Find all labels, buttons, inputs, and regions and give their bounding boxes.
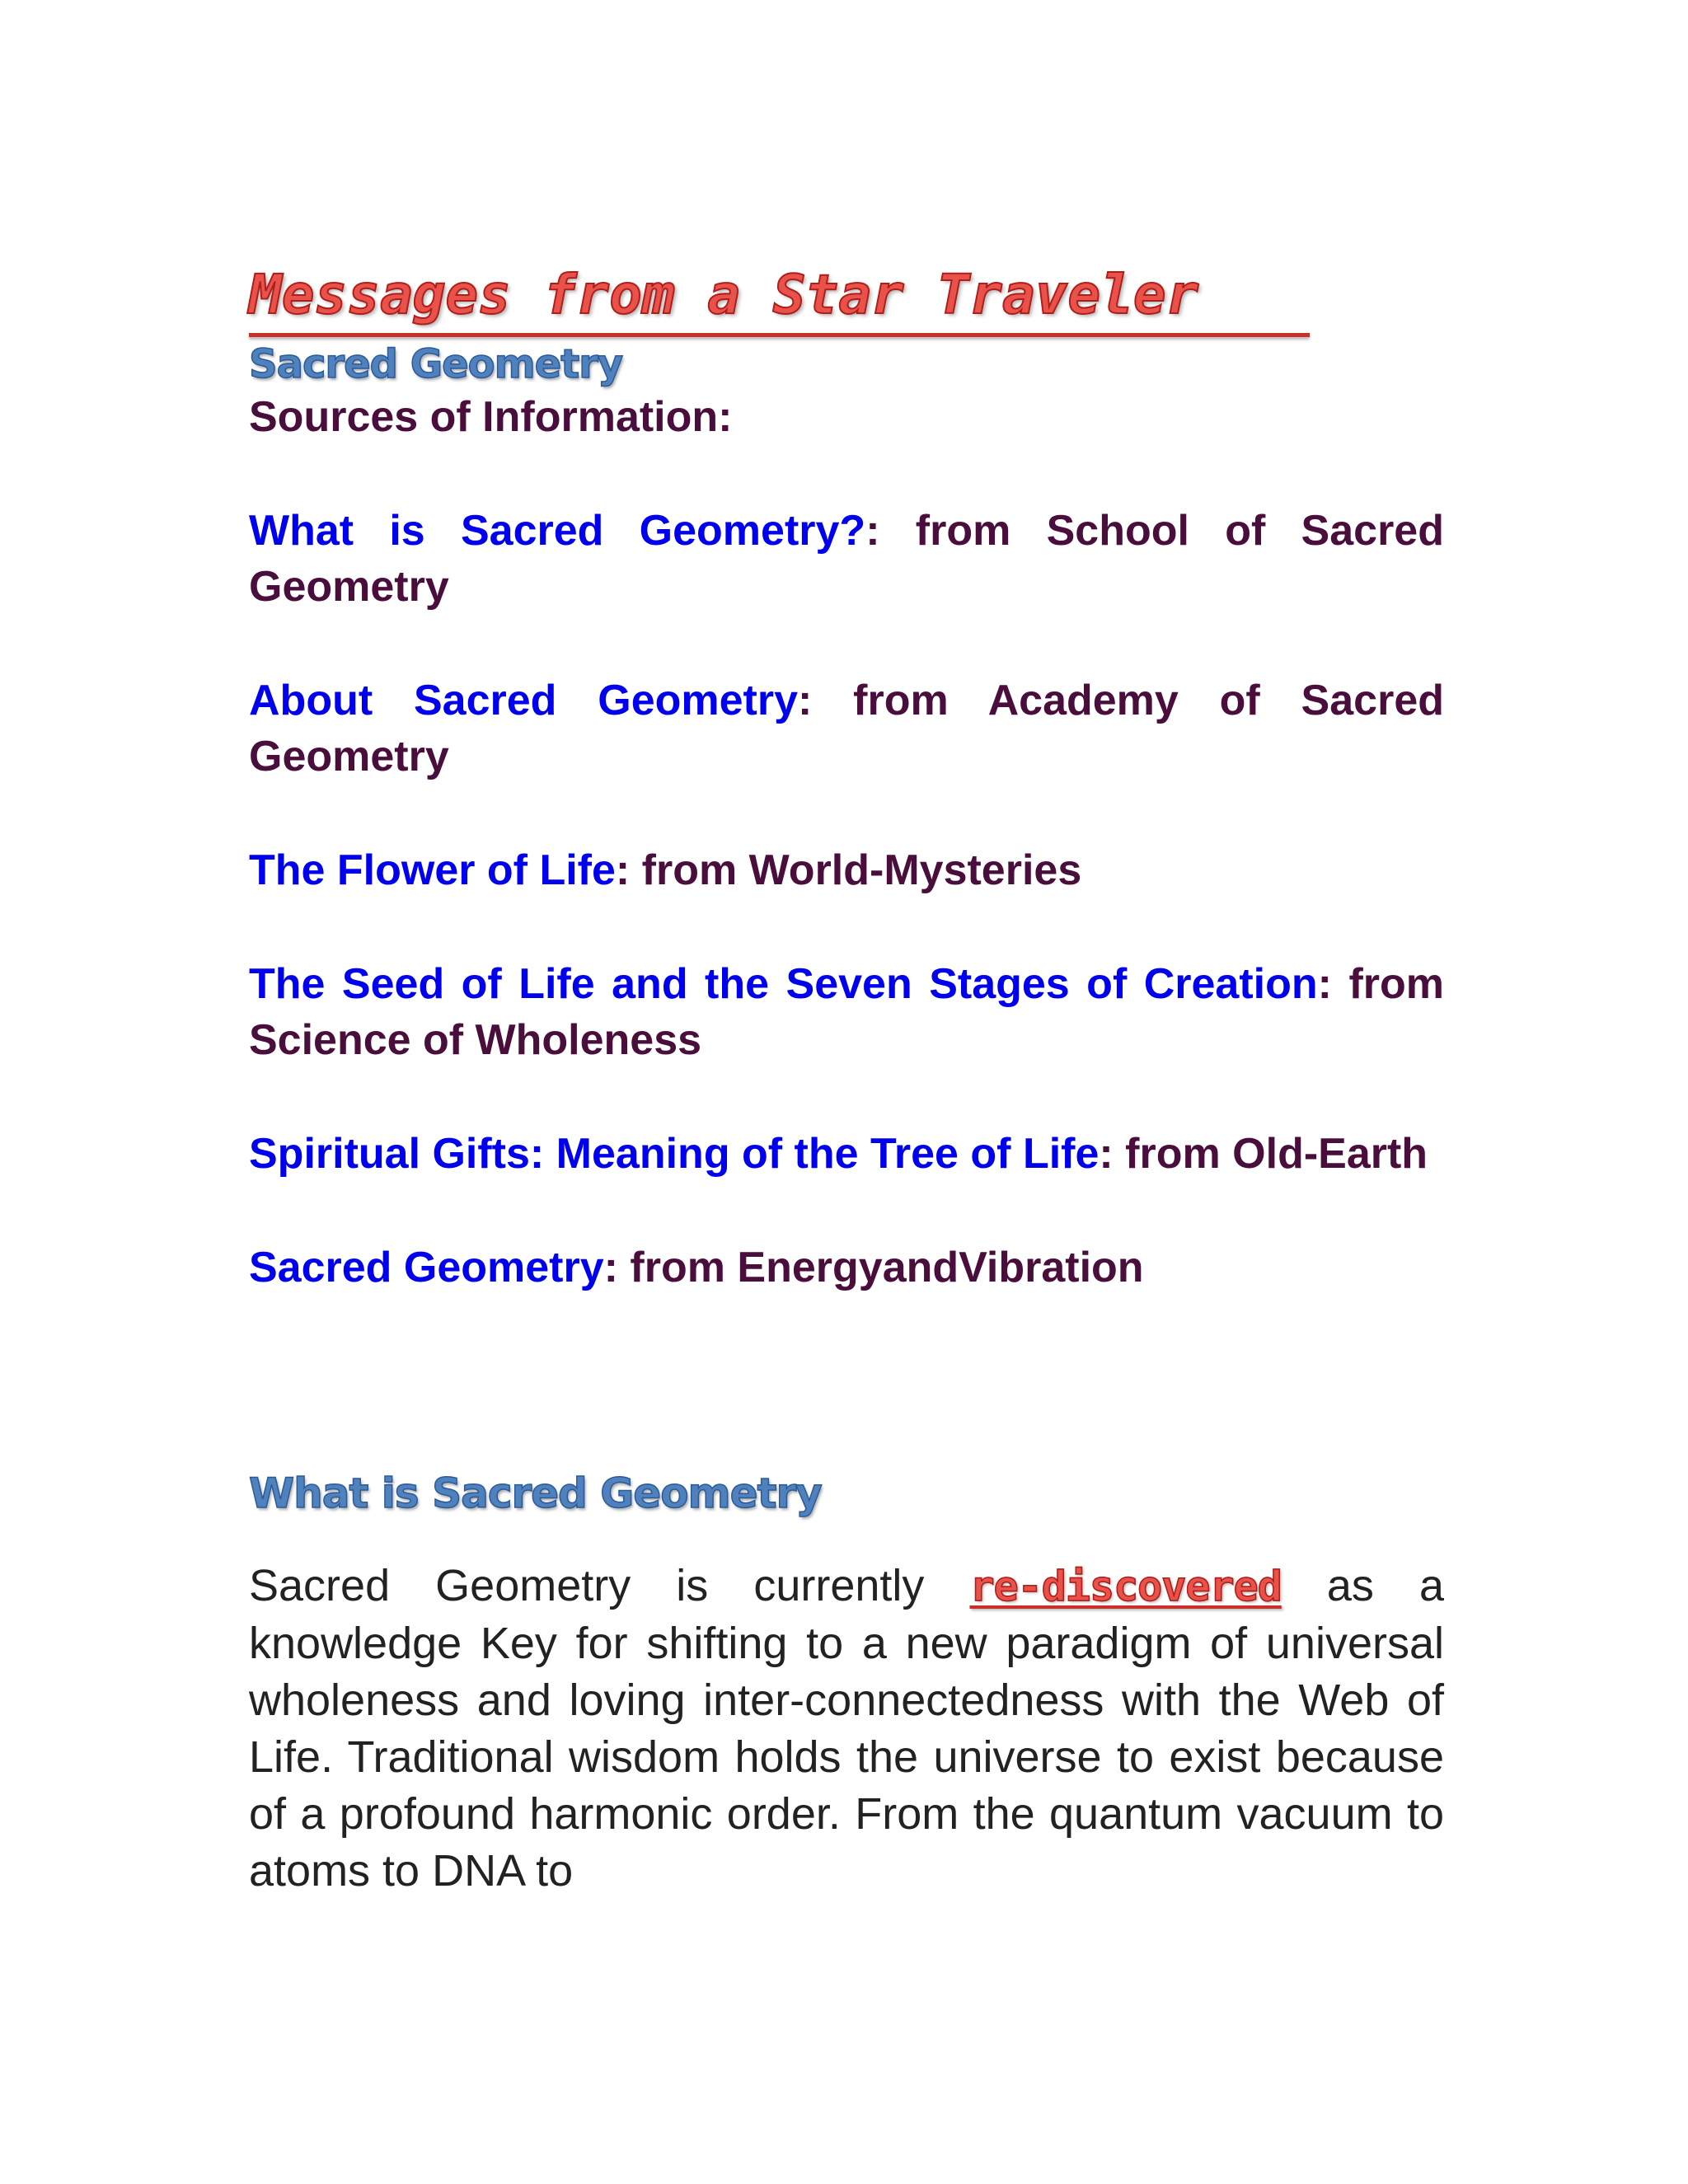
source-item: [249, 503, 1444, 615]
sources-label: Sources of Information:: [249, 393, 733, 441]
source-link[interactable]: The Flower of Life: [249, 846, 616, 894]
highlighted-word: re-discovered: [969, 1563, 1282, 1610]
source-link[interactable]: Sacred Geometry: [249, 1244, 604, 1291]
paragraph-text-rest: as a knowledge Key for shifting to a new paradigm of universal wholeness and loving inter-connectedness with the Web of Life. Traditional wisdom holds the universe to exist because of a profound harmonic order. From the quantum vacuum to atoms to DNA to: [249, 1561, 1444, 1896]
source-from: : from Academy of Sacred Geometry: [249, 677, 1444, 780]
source-link[interactable]: What is Sacred Geometry?: [249, 507, 866, 555]
section-heading: What is Sacred Geometry: [249, 1469, 822, 1517]
subtitle: Sacred Geometry: [249, 341, 623, 387]
source-item: [249, 1126, 1444, 1182]
source-from: : from Science of Wholeness: [249, 960, 1444, 1064]
source-item: [249, 842, 1444, 898]
main-title-text: Messages from a Star Traveler: [249, 263, 1199, 326]
source-item: [249, 956, 1444, 1068]
source-from: : from School of Sacred Geometry: [249, 507, 1444, 611]
title-underline: [249, 333, 1310, 337]
body-paragraph: [249, 1558, 1444, 1900]
source-link[interactable]: The Seed of Life and the Seven Stages of Creation: [249, 960, 1318, 1008]
source-from: : from EnergyandVibration: [603, 1244, 1144, 1291]
paragraph-text-start: Sacred Geometry is currently: [249, 1561, 970, 1610]
source-link[interactable]: Spiritual Gifts: Meaning of the Tree of Life: [249, 1130, 1100, 1178]
source-item: [249, 1240, 1444, 1296]
source-from: : from World-Mysteries: [615, 846, 1082, 894]
source-item: [249, 673, 1444, 785]
source-from: : from Old-Earth: [1099, 1130, 1428, 1178]
source-link[interactable]: About Sacred Geometry: [249, 677, 799, 724]
main-title: [249, 260, 1444, 330]
document-page: [249, 247, 1444, 1896]
